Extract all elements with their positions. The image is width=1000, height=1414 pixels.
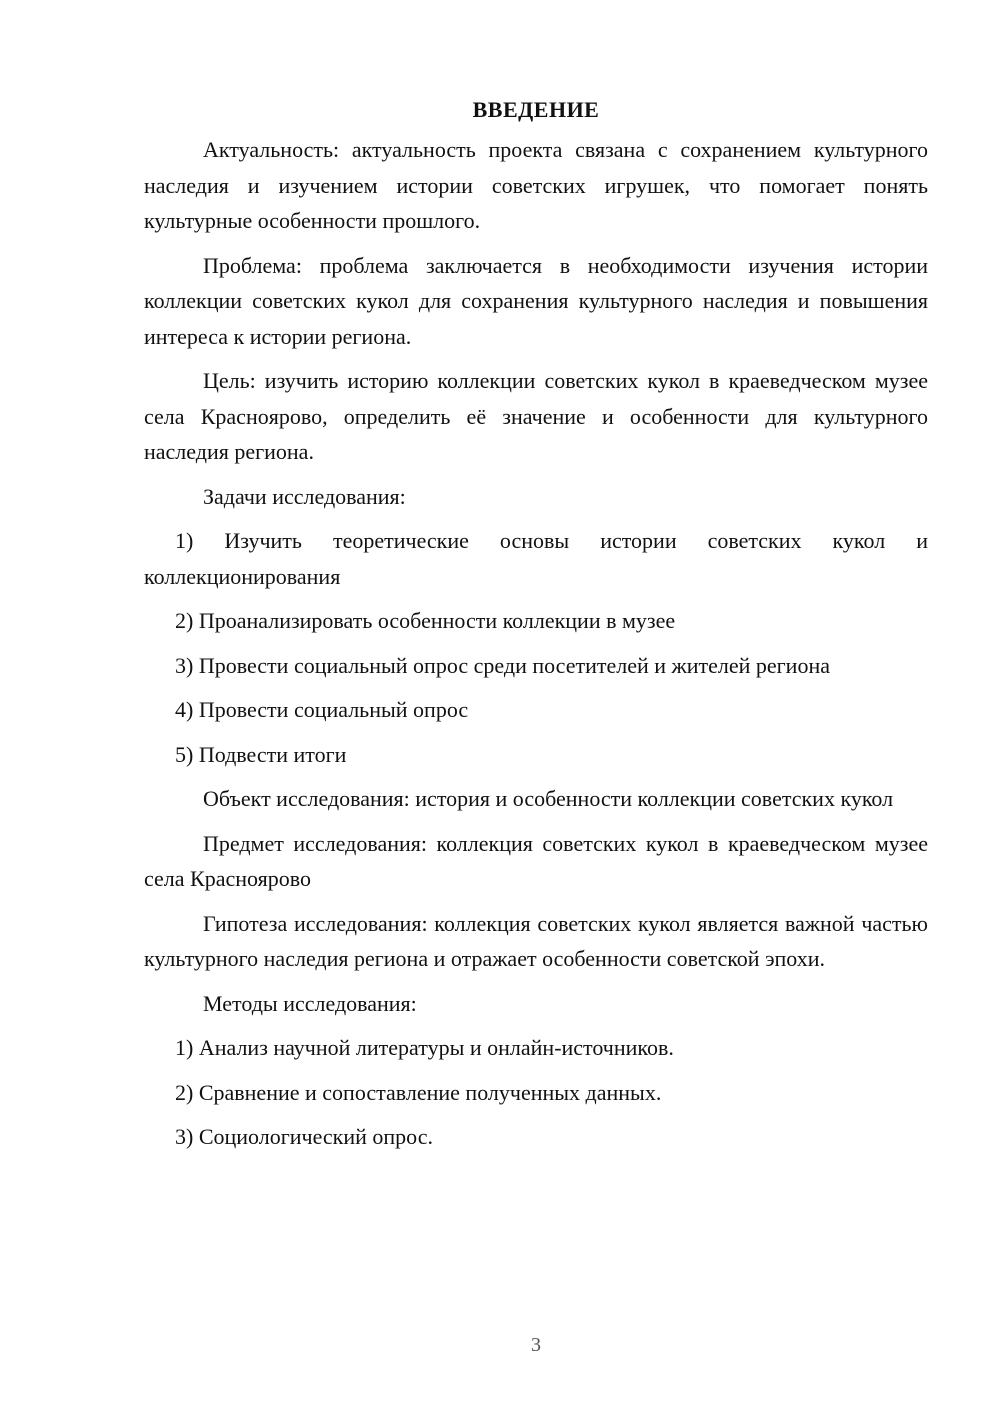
paragraph-subject: Предмет исследования: коллекция советских кукол в краеведческом музее села Красноярово bbox=[144, 830, 928, 891]
paragraph-relevance: Актуальность: актуальность проекта связана с сохранением культурного наследия и изучением истории советских игрушек, что помогает понять культурные особенности прошлого. bbox=[144, 137, 928, 233]
list-item-task-3: 3) Провести социальный опрос среди посетителей и жителей региона bbox=[175, 652, 830, 678]
page-number: 3 bbox=[531, 1334, 541, 1356]
list-item-task-5: 5) Подвести итоги bbox=[175, 741, 347, 767]
paragraph-object: Объект исследования: история и особенности коллекции советских кукол bbox=[203, 786, 894, 811]
list-item-method-3: 3) Социологический опрос. bbox=[175, 1124, 433, 1149]
list-item-task-1: 1) Изучить теоретические основы истории советских кукол и коллекционирования bbox=[144, 528, 928, 589]
list-item-method-2: 2) Сравнение и сопоставление полученных данных. bbox=[175, 1079, 662, 1105]
list-item-task-4: 4) Провести социальный опрос bbox=[175, 697, 469, 722]
list-item-method-1: 1) Анализ научной литературы и онлайн-источников. bbox=[175, 1035, 674, 1060]
paragraph-methods-heading: Методы исследования: bbox=[203, 990, 417, 1016]
section-title: ВВЕДЕНИЕ bbox=[472, 97, 600, 122]
list-item-task-2: 2) Проанализировать особенности коллекции в музее bbox=[175, 608, 676, 633]
paragraph-hypothesis: Гипотеза исследования: коллекция советских кукол является важной частью культурного наследия региона и отражает особенности советской эпохи. bbox=[144, 910, 928, 971]
page-content bbox=[144, 96, 928, 1164]
paragraph-goal: Цель: изучить историю коллекции советских кукол в краеведческом музее села Краснoярово, определить её значение и особенности для культурного наследия региона. bbox=[144, 368, 928, 464]
paragraph-problem: Проблема: проблема заключается в необходимости изучения истории коллекции советских кукол для сохранения культурного наследия и повышения интереса к истории региона. bbox=[144, 252, 928, 349]
paragraph-tasks-heading: Задачи исследования: bbox=[203, 483, 406, 509]
